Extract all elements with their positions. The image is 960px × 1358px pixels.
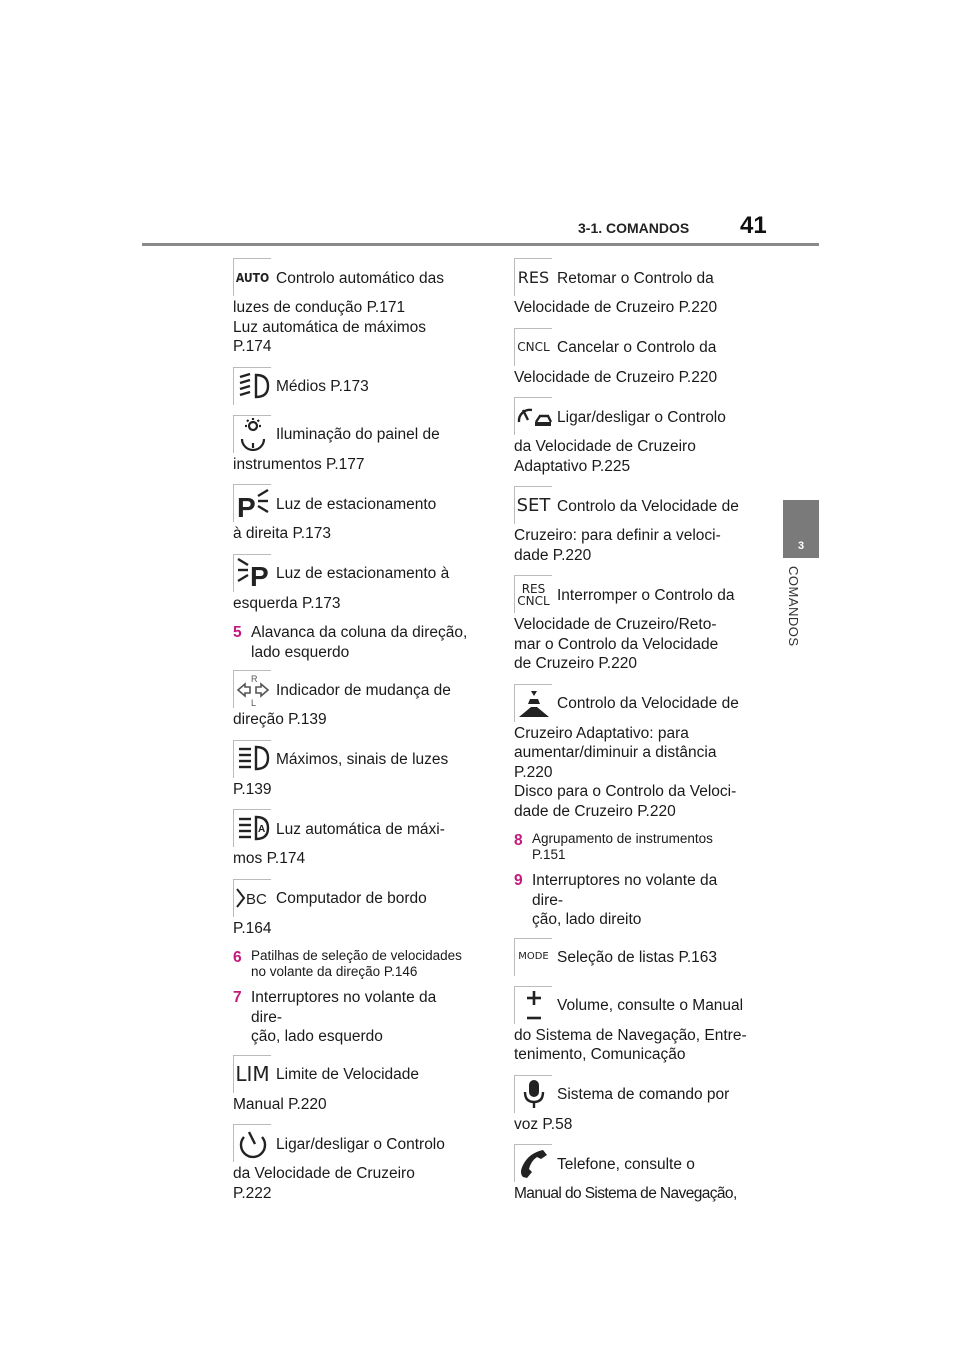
entry-first-line: Máximos, sinais de luzes (276, 751, 449, 768)
entry-first-line: Ligar/desligar o Controlo (557, 408, 726, 426)
item-number: 8 (514, 832, 523, 849)
page-number: 41 (740, 212, 767, 239)
trip-computer-icon (233, 879, 271, 917)
header-rule (142, 243, 819, 246)
item-number: 5 (233, 624, 242, 641)
entry-trip-computer (233, 879, 468, 939)
entry-first-line: Interromper o Controlo da (557, 586, 735, 604)
entry-first-line: Telefone, consulte o (557, 1155, 695, 1173)
entry-park-right (233, 484, 468, 544)
entry-speed-limiter (233, 1055, 468, 1115)
entry-low-beam (233, 367, 468, 405)
entry-phone (514, 1144, 749, 1204)
volume-plus-minus-icon (514, 986, 552, 1024)
entry-text: mos P.174 (233, 850, 306, 867)
entry-text: à direita P.173 (233, 525, 331, 542)
item-number: 6 (233, 949, 242, 966)
entry-mode (514, 938, 749, 976)
entry-text: da Velocidade de Cruzeiro P.222 (233, 1165, 415, 1202)
svg-text:P: P (249, 561, 269, 590)
high-beam-icon (233, 740, 271, 778)
item-text: Alavanca da coluna da direção, lado esquerdo (251, 624, 468, 661)
entry-text: Manual P.220 (233, 1095, 327, 1113)
list-item-5 (233, 623, 468, 662)
phone-icon (514, 1144, 552, 1182)
entry-first-line: Médios P.173 (276, 378, 369, 395)
cncl-icon-text: CNCL (517, 340, 550, 354)
entry-text: luzes de condução P.171 Luz automática de máximos P.174 (233, 299, 426, 355)
adaptive-cruise-icon (514, 397, 552, 435)
distance-icon (514, 684, 552, 722)
turn-signal-icon (233, 670, 271, 708)
lim-icon (233, 1055, 271, 1093)
entry-text: P.139 (233, 780, 272, 798)
lim-icon-text: LIM (235, 1062, 270, 1086)
mode-icon (514, 938, 552, 976)
entry-park-left (233, 554, 468, 614)
entry-first-line: Sistema de comando por (557, 1086, 730, 1103)
entry-first-line: Computador de bordo (276, 890, 427, 907)
entry-first-line: Retomar o Controlo da (557, 269, 714, 287)
entry-text: direção P.139 (233, 711, 327, 728)
low-beam-icon (233, 367, 271, 405)
entry-text: esquerda P.173 (233, 594, 341, 612)
res-cncl-icon (514, 575, 552, 613)
entry-first-line: Indicador de mudança de (276, 681, 451, 699)
entry-first-line: Ligar/desligar o Controlo (276, 1135, 445, 1153)
entry-text: Velocidade de Cruzeiro/Reto- mar o Controlo da Velocidade de Cruzeiro P.220 (514, 616, 719, 672)
microphone-icon (514, 1075, 552, 1113)
parking-right-icon (233, 484, 271, 522)
list-item-9 (514, 871, 749, 930)
res-cncl-icon-bottom: CNCL (517, 593, 550, 608)
entry-first-line: Controlo automático das (276, 269, 445, 287)
entry-turn-signal (233, 670, 468, 730)
entry-text: instrumentos P.177 (233, 455, 365, 473)
item-number: 7 (233, 989, 242, 1006)
entry-first-line: Volume, consulte o Manual (557, 997, 744, 1014)
entry-res-cncl (514, 575, 749, 674)
item-text: Interruptores no volante da dire- ção, lado esquerdo (251, 989, 437, 1045)
res-cncl-icon-top: RES (521, 581, 546, 596)
entry-text: Cruzeiro: para definir a veloci- dade P.220 (514, 527, 721, 564)
list-item-8 (514, 831, 749, 863)
entry-text: Manual do Sistema de Navegação, (514, 1185, 737, 1202)
entry-first-line: Seleção de listas P.163 (557, 949, 717, 966)
cncl-icon (514, 328, 552, 366)
right-column (514, 258, 749, 1214)
list-item-6 (233, 948, 468, 980)
panel-light-icon (233, 415, 271, 453)
svg-text:L: L (250, 697, 256, 707)
entry-volume (514, 986, 749, 1065)
chapter-number: 3 (797, 540, 805, 552)
res-icon-text: RES (517, 267, 550, 287)
auto-high-beam-icon (233, 809, 271, 847)
svg-text:A: A (257, 823, 265, 835)
res-icon (514, 258, 552, 296)
entry-text: da Velocidade de Cruzeiro Adaptativo P.225 (514, 438, 696, 475)
entry-first-line: Luz de estacionamento (276, 495, 437, 513)
entry-first-line: Limite de Velocidade (276, 1066, 420, 1083)
entry-set (514, 486, 749, 565)
entry-first-line: Iluminação do painel de (276, 426, 440, 443)
item-number: 9 (514, 872, 523, 889)
entry-text: voz P.58 (514, 1115, 573, 1133)
entry-high-beam (233, 740, 468, 800)
entry-text: P.164 (233, 919, 272, 937)
mode-icon-text: MODE (518, 951, 549, 962)
svg-text:P: P (236, 491, 256, 521)
entry-first-line: Luz de estacionamento à (276, 565, 450, 582)
chapter-label: COMANDOS (786, 566, 801, 647)
auto-icon-text: AUTO (235, 270, 270, 285)
entry-text: do Sistema de Navegação, Entre- tenimento, Comunicação (514, 1026, 747, 1063)
entry-acc-onoff (514, 397, 749, 476)
item-text: Patilhas de seleção de velocidades no volante da direção P.146 (251, 948, 462, 979)
entry-voice (514, 1075, 749, 1135)
entry-first-line: Luz automática de máxi- (276, 820, 445, 838)
entry-text: Velocidade de Cruzeiro P.220 (514, 299, 718, 316)
entry-text: Velocidade de Cruzeiro P.220 (514, 368, 718, 386)
entry-cruise-onoff (233, 1124, 468, 1203)
entry-cncl (514, 328, 749, 388)
entry-auto-high-beam (233, 809, 468, 869)
entry-first-line: Controlo da Velocidade de (557, 497, 739, 515)
set-icon (514, 486, 552, 524)
svg-text:R: R (250, 673, 257, 684)
left-column (233, 258, 468, 1213)
section-title: 3-1. COMANDOS (578, 220, 690, 236)
auto-icon (233, 258, 271, 296)
cruise-control-icon (233, 1124, 271, 1162)
entry-first-line: Cancelar o Controlo da (557, 339, 717, 356)
entry-distance (514, 684, 749, 822)
svg-text:BC: BC (245, 891, 267, 908)
item-text: Interruptores no volante da dire- ção, lado direito (532, 872, 718, 928)
entry-first-line: Controlo da Velocidade de (557, 695, 739, 712)
list-item-7 (233, 988, 468, 1047)
entry-auto-lights (233, 258, 468, 357)
chapter-tab[interactable] (783, 500, 819, 558)
entry-text: Cruzeiro Adaptativo: para aumentar/diminuir a distância P.220 Disco para o Controlo da Veloci- dade de Cruzeiro P.220 (514, 724, 737, 820)
set-icon-text: SET (516, 494, 551, 516)
entry-panel-light (233, 415, 468, 475)
entry-res (514, 258, 749, 318)
item-text: Agrupamento de instrumentos P.151 (532, 831, 713, 862)
parking-left-icon (233, 554, 271, 592)
